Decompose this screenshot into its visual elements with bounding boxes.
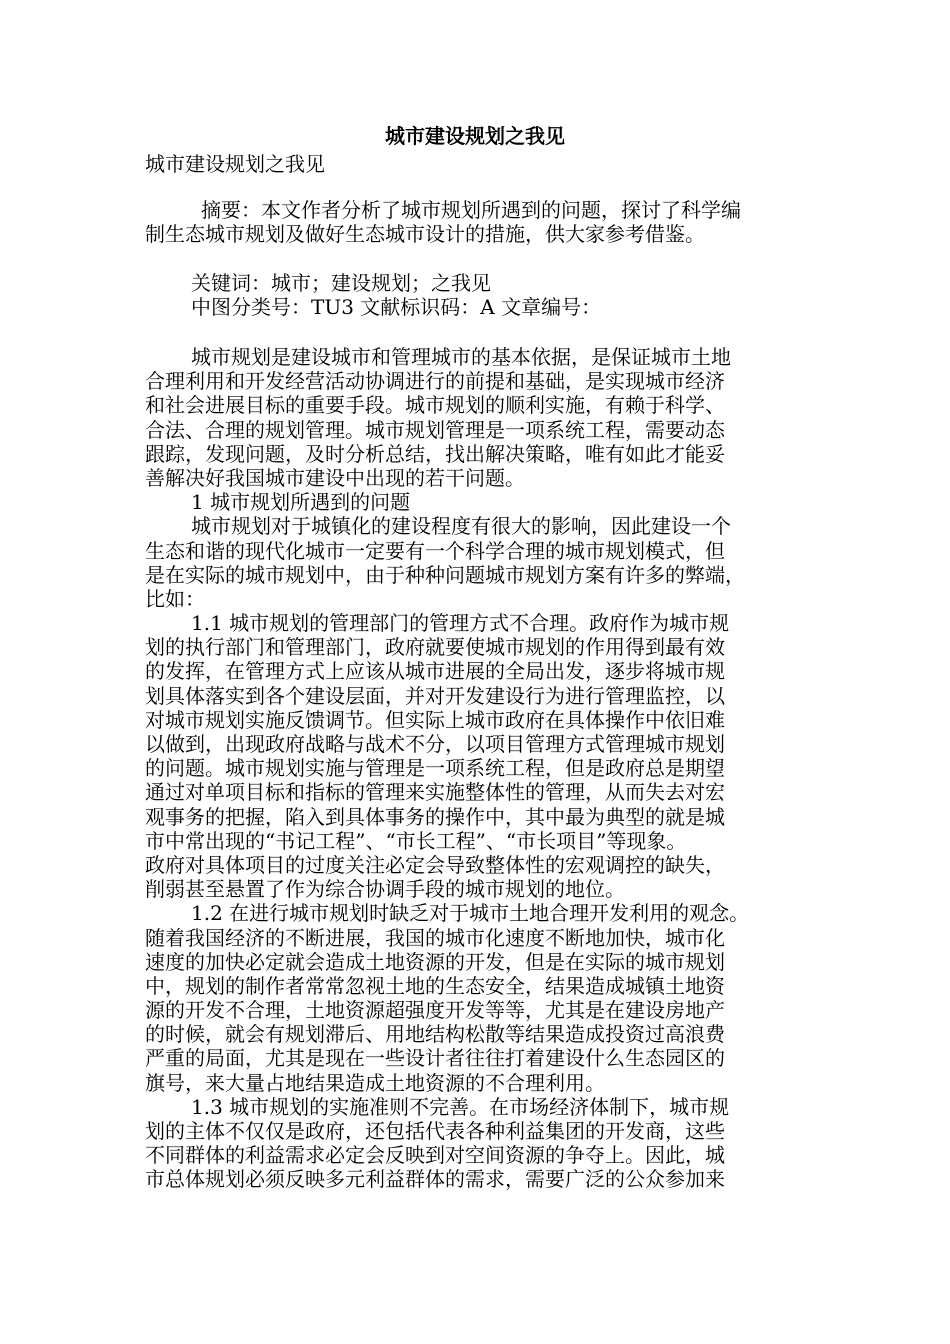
body-line: 合理利用和开发经营活动协调进行的前提和基础，是实现城市经济 [145, 369, 725, 394]
body-line: 中，规划的制作者常常忽视土地的生态安全，结果造成城镇土地资 [145, 973, 725, 998]
body-line: 1.1 城市规划的管理部门的管理方式不合理。政府作为城市规 [191, 611, 730, 636]
body-line: 削弱甚至悬置了作为综合协调手段的城市规划的地位。 [145, 877, 625, 902]
body-line: 生态和谐的现代化城市一定要有一个科学合理的城市规划模式，但 [145, 538, 725, 563]
abstract-line: 制生态城市规划及做好生态城市设计的措施，供大家参考借鉴。 [145, 222, 705, 247]
body-line: 源的开发不合理，土地资源超强度开发等等，尤其是在建设房地产 [145, 998, 725, 1023]
body-line: 政府对具体项目的过度关注必定会导致整体性的宏观调控的缺失， [145, 852, 725, 877]
body-line: 划具体落实到各个建设层面，并对开发建设行为进行管理监控，以 [145, 683, 725, 708]
document-subtitle: 城市建设规划之我见 [145, 152, 325, 176]
body-line: 市中常出现的“书记工程”、“市长工程”、“市长项目”等现象。 [145, 828, 687, 853]
body-line: 和社会进展目标的重要手段。城市规划的顺利实施，有赖于科学、 [145, 393, 725, 418]
keywords: 关键词：城市；建设规划；之我见 [191, 271, 491, 295]
abstract-line: 摘要：本文作者分析了城市规划所遇到的问题，探讨了科学编 [201, 198, 741, 222]
body-line: 的发挥，在管理方式上应该从城市进展的全局出发，逐步将城市规 [145, 659, 725, 684]
classification: 中图分类号：TU3 文献标识码：A 文章编号： [191, 295, 602, 320]
body-text [145, 345, 805, 1192]
body-line: 市总体规划必须反映多元利益群体的需求，需要广泛的公众参加来 [145, 1167, 725, 1192]
body-line: 旗号，来大量占地结果造成土地资源的不合理利用。 [145, 1070, 605, 1095]
body-line: 严重的局面，尤其是现在一些设计者往往打着建设什么生态园区的 [145, 1046, 725, 1071]
document-title: 城市建设规划之我见 [385, 124, 565, 148]
body-line: 是在实际的城市规划中，由于种种问题城市规划方案有许多的弊端， [145, 562, 745, 587]
body-line: 划的主体不仅仅是政府，还包括代表各种利益集团的开发商，这些 [145, 1119, 725, 1143]
body-line: 以做到，出现政府战略与战术不分，以项目管理方式管理城市规划 [145, 732, 725, 756]
body-line: 比如： [145, 586, 205, 611]
body-line: 随着我国经济的不断进展，我国的城市化速度不断地加快，城市化 [145, 925, 725, 950]
body-line: 城市规划是建设城市和管理城市的基本依据，是保证城市土地 [191, 345, 731, 369]
keywords-block [145, 271, 805, 319]
body-line: 1.2 在进行城市规划时缺乏对于城市土地合理开发利用的观念。 [191, 901, 750, 926]
body-line: 的问题。城市规划实施与管理是一项系统工程，但是政府总是期望 [145, 756, 725, 781]
body-line: 速度的加快必定就会造成土地资源的开发，但是在实际的城市规划 [145, 949, 725, 974]
body-line: 的时候，就会有规划滞后、用地结构松散等结果造成投资过高浪费 [145, 1022, 725, 1047]
body-line: 善解决好我国城市建设中出现的若干问题。 [145, 465, 525, 490]
abstract [145, 198, 805, 246]
body-line: 合法、合理的规划管理。城市规划管理是一项系统工程，需要动态 [145, 417, 725, 442]
body-line: 划的执行部门和管理部门，政府就要使城市规划的作用得到最有效 [145, 635, 725, 660]
body-line: 跟踪，发现问题，及时分析总结，找出解决策略，唯有如此才能妥 [145, 441, 725, 466]
body-line: 观事务的把握，陷入到具体事务的操作中，其中最为典型的就是城 [145, 804, 725, 829]
body-line: 不同群体的利益需求必定会反映到对空间资源的争夺上。因此，城 [145, 1143, 725, 1168]
body-line: 对城市规划实施反馈调节。但实际上城市政府在具体操作中依旧难 [145, 707, 725, 732]
body-line: 通过对单项目标和指标的管理来实施整体性的管理，从而失去对宏 [145, 780, 725, 805]
body-line: 1.3 城市规划的实施准则不完善。在市场经济体制下，城市规 [191, 1094, 730, 1119]
body-line: 城市规划对于城镇化的建设程度有很大的影响，因此建设一个 [191, 514, 731, 539]
body-line: 1 城市规划所遇到的问题 [191, 490, 411, 515]
